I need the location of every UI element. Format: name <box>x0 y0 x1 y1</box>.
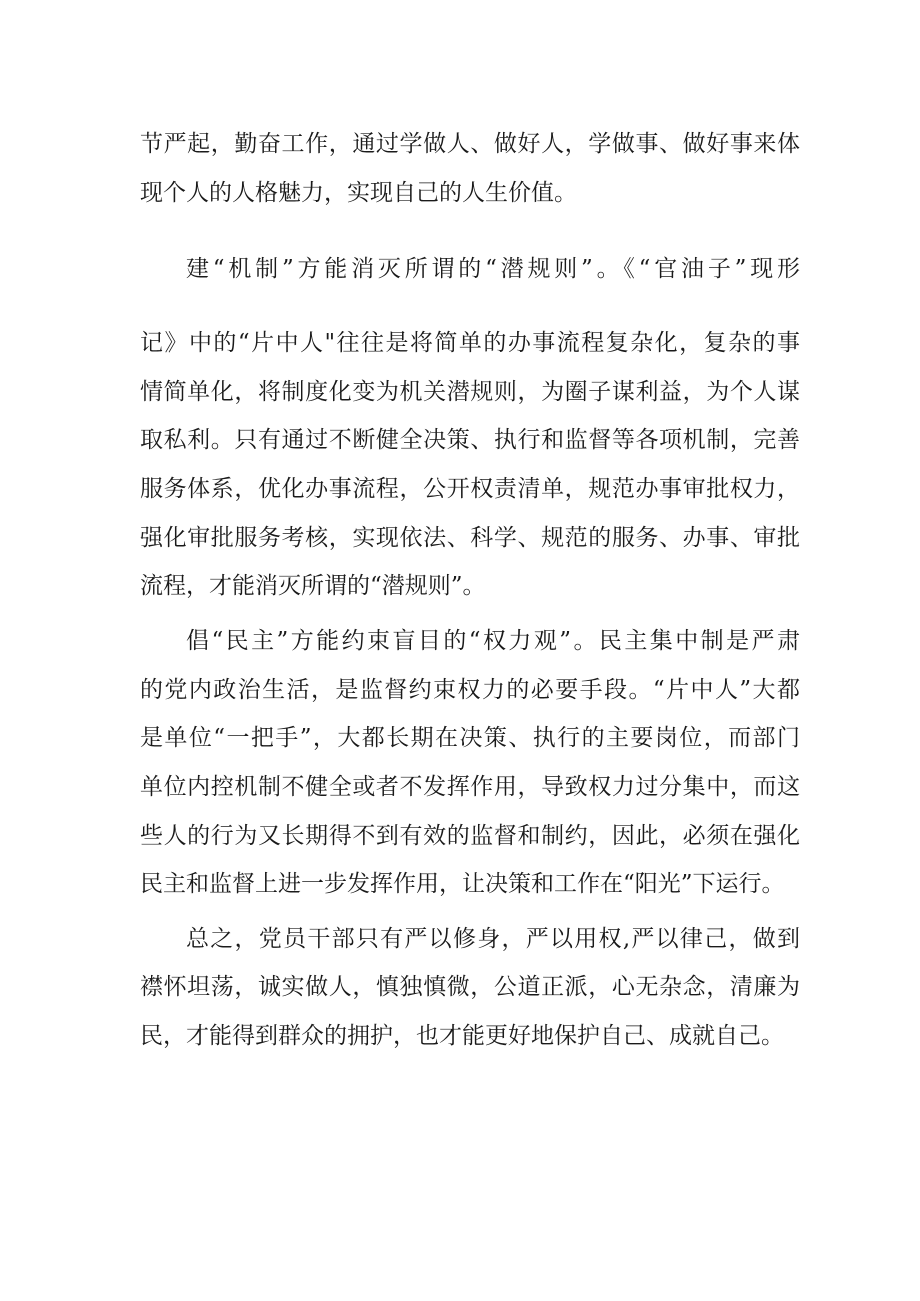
text-line: 总之，党员干部只有严以修身，严以用权,严以律己，做到 <box>186 926 800 952</box>
text-line: 单位内控机制不健全或者不发挥作用，导致权力过分集中，而这 <box>140 774 800 800</box>
text-line: 是单位“一把手”，大都长期在决策、执行的主要岗位，而部门 <box>140 725 800 751</box>
text-line: 的党内政治生活，是监督约束权力的必要手段。“片中人”大都 <box>140 677 800 703</box>
text-line: 强化审批服务考核，实现依法、科学、规范的服务、办事、审批 <box>140 525 800 551</box>
text-line: 些人的行为又长期得不到有效的监督和制约，因此，必须在强化 <box>140 823 800 849</box>
text-line: 情简单化，将制度化变为机关潜规则，为圈子谋利益，为个人谋 <box>140 379 800 405</box>
text-line: 建“机制”方能消灭所谓的“潜规则”。《“官油子”现形 <box>186 256 800 282</box>
text-line: 节严起，勤奋工作，通过学做人、做好人，学做事、做好事来体 <box>140 131 800 157</box>
text-line: 襟怀坦荡，诚实做人，慎独慎微，公道正派，心无杂念，清廉为 <box>140 974 800 1000</box>
text-line: 流程，才能消灭所谓的“潜规则”。 <box>140 573 486 599</box>
text-line: 民，才能得到群众的拥护，也才能更好地保护自己、成就自己。 <box>140 1023 784 1049</box>
text-line: 倡“民主”方能约束盲目的“权力观”。民主集中制是严肃 <box>186 628 800 654</box>
text-line: 服务体系，优化办事流程，公开权责清单，规范办事审批权力， <box>140 476 800 502</box>
text-line: 记》中的“片中人"往往是将简单的办事流程复杂化，复杂的事 <box>140 330 800 356</box>
text-line: 现个人的人格魅力，实现自己的人生价值。 <box>140 180 577 206</box>
text-line: 民主和监督上进一步发挥作用，让决策和工作在“阳光”下运行。 <box>140 871 785 897</box>
text-line: 取私利。只有通过不断健全决策、执行和监督等各项机制，完善 <box>140 427 800 453</box>
